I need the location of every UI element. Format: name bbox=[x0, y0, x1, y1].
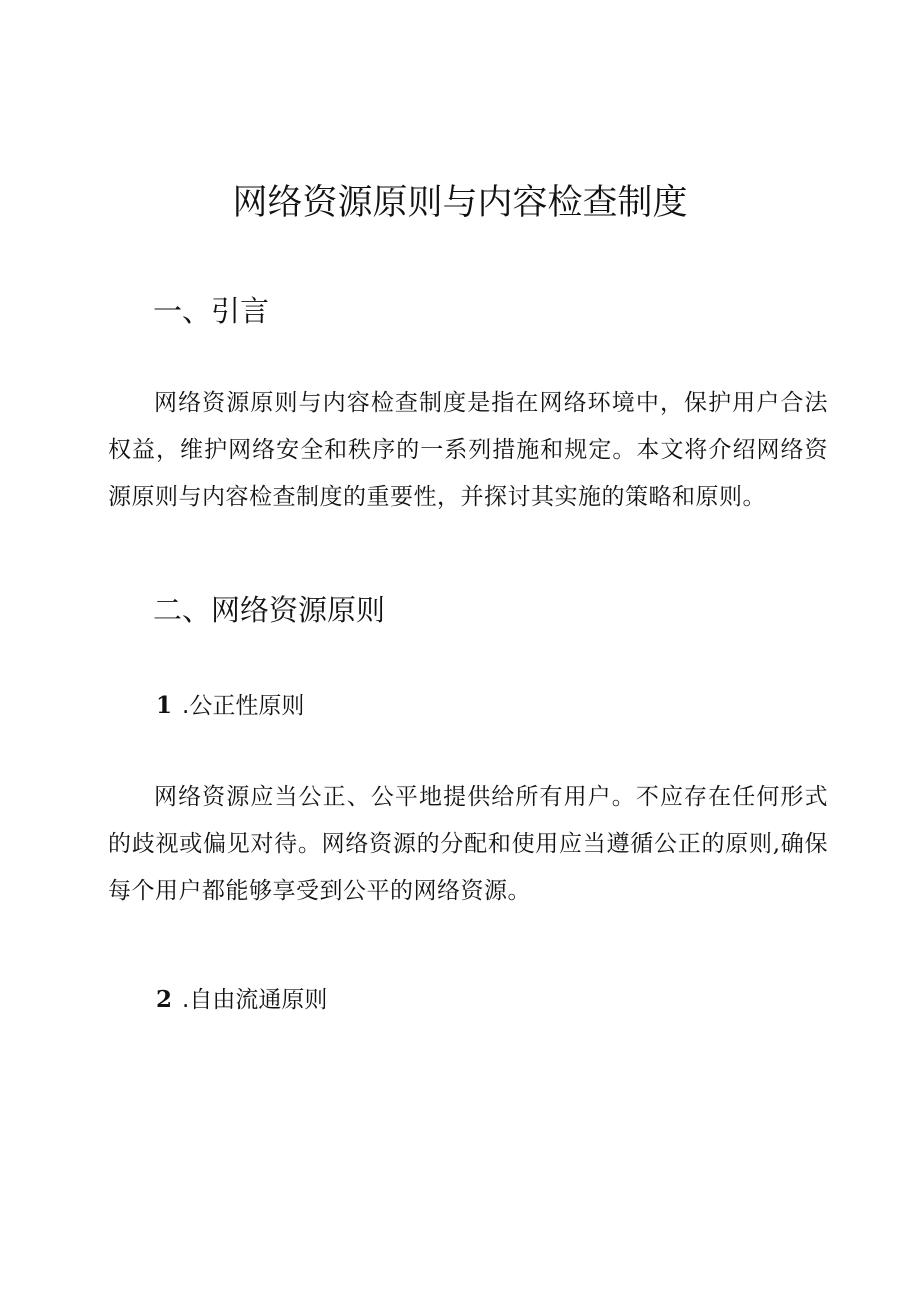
introduction-paragraph: 网络资源原则与内容检查制度是指在网络环境中，保护用户合法权益，维护网络安全和秩序的一系列措施和规定。本文将介绍网络资源原则与内容检查制度的重要性，并探讨其实施的策略和原则。 bbox=[108, 390, 828, 510]
subsection-number: 1 bbox=[156, 692, 173, 719]
subsection-heading-fairness bbox=[156, 689, 304, 723]
document-title: 网络资源原则与内容检查制度 bbox=[232, 183, 688, 223]
subsection-heading-free-flow bbox=[156, 983, 327, 1017]
section-heading-introduction: 一、引言 bbox=[153, 294, 270, 328]
subsection-title: .公正性原则 bbox=[182, 693, 305, 719]
fairness-paragraph: 网络资源应当公正、公平地提供给所有用户。不应存在任何形式的歧视或偏见对待。网络资源的分配和使用应当遵循公正的原则,确保每个用户都能够享受到公平的网络资源。 bbox=[108, 784, 828, 904]
subsection-title: .自由流通原则 bbox=[182, 987, 328, 1013]
subsection-number: 2 bbox=[156, 986, 173, 1013]
section-heading-network-resource-principles: 二、网络资源原则 bbox=[153, 593, 386, 627]
